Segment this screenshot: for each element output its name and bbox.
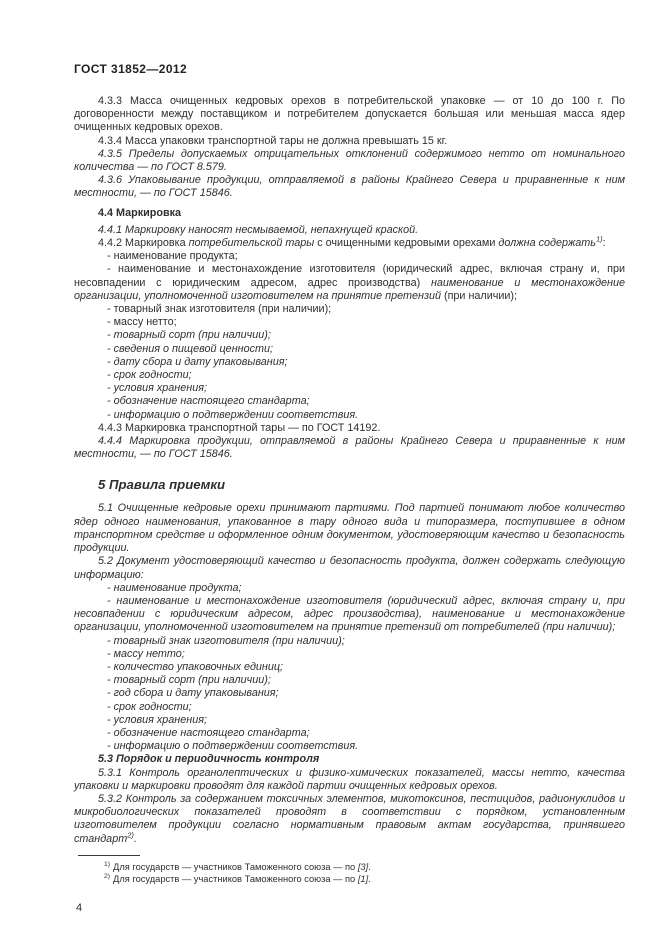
subsection-heading (74, 753, 625, 766)
footnote-reference: 1) (595, 234, 603, 244)
text-run: [3] (357, 861, 369, 872)
footnote (74, 861, 625, 874)
list-item (74, 303, 625, 316)
text-run: 4.4.1 Маркировку наносят несмываемой, непахнущей краской. (98, 223, 419, 236)
list-item (74, 382, 625, 395)
section-heading (74, 477, 625, 493)
page-number: 4 (76, 901, 83, 914)
list-item (74, 409, 625, 422)
list-item (74, 369, 625, 382)
text-run: . (368, 874, 371, 885)
text-run: - товарный сорт (при наличии); (107, 674, 271, 687)
text-run: 5.1 Очищенные кедровые орехи принимают партиями. Под партией понимают любое количество ядер одного наименования, упакованное в тару одного вида и типоразмера, поступившее в одном транспортном средстве и оформленное одним документом, удостоверяющим качество и безопасность продукции. (74, 502, 625, 555)
document-body (74, 95, 625, 846)
list-item (74, 740, 625, 753)
list-item (74, 250, 625, 263)
text-run: - наименование и местонахождение изготовителя (юридический адрес, включая страну и, при несовпадении с юридическим адресом, адрес производства), наименование и местонахождение организации, уполномоченной изготовителем на принятие претензий от потребителей (при наличии); (74, 594, 625, 634)
footnotes (74, 855, 625, 886)
text-run: 4.3.4 Масса упаковки транспортной тары не должна превышать 15 кг. (98, 134, 448, 147)
paragraph (74, 555, 625, 581)
standard-number-header: ГОСТ 31852—2012 (74, 62, 188, 76)
text-run: 4.4 Маркировка (98, 206, 182, 219)
list-item (74, 263, 625, 303)
footnote-rule (78, 855, 140, 856)
list-item (74, 595, 625, 635)
text-run: - товарный знак изготовителя (при наличии); (107, 634, 345, 647)
text-run: - товарный сорт (при наличии); (107, 329, 271, 342)
text-run: - наименование и местонахождение изготовителя (юридический адрес, включая страну и, при несовпадении с юридическим адресом, адрес производства) (74, 263, 625, 289)
text-run: Для государств — участников Таможенного союза — по (113, 874, 358, 885)
text-run: - наименование продукта; (107, 250, 238, 263)
text-run: 5.3.2 Контроль за содержанием токсичных элементов, микотоксинов, пестицидов, радионуклидов и микробиологических показателей проводят в соответствии с порядком, установленным изготовителем продукции согласно нормативным правовым актам государства, принявшего стандарт (74, 792, 625, 845)
text-run: - срок годности; (107, 369, 192, 382)
list-item (74, 635, 625, 648)
footnote-marker: 2) (104, 873, 111, 881)
text-run: [1] (357, 874, 369, 885)
paragraph (74, 502, 625, 555)
list-item (74, 727, 625, 740)
paragraph (74, 234, 625, 250)
footnote-marker: 1) (104, 860, 111, 868)
text-run: наименование и местонахождение организации, уполномоченной изготовителем на принятие претензий (74, 276, 625, 302)
text-run: - обозначение настоящего стандарта; (107, 395, 310, 408)
text-run: - массу нетто; (107, 647, 185, 660)
paragraph (74, 422, 625, 435)
text-run: - условия хранения; (107, 713, 207, 726)
paragraph (74, 767, 625, 793)
list-item (74, 661, 625, 674)
text-run: - товарный знак изготовителя (при наличии); (107, 303, 332, 316)
footnote-list (74, 861, 625, 886)
page-content (74, 62, 625, 914)
list-item (74, 714, 625, 727)
list-item (74, 356, 625, 369)
text-run: 4.4.4 Маркировка продукции, отправляемой в районы Крайнего Севера и приравненные к ним местности, — по ГОСТ 15846. (74, 435, 625, 461)
text-run: - дату сбора и дату упаковывания; (107, 355, 288, 368)
paragraph (74, 793, 625, 846)
text-run: - обозначение настоящего стандарта; (107, 726, 310, 739)
text-run: - информацию о подтверждении соответствия. (107, 740, 359, 753)
list-item (74, 329, 625, 342)
paragraph (74, 435, 625, 461)
footnote (74, 873, 625, 886)
text-run: 4.4.2 Маркировка (98, 237, 189, 250)
list-item (74, 395, 625, 408)
text-run: - количество упаковочных единиц; (107, 660, 284, 673)
text-run: потребительской тары (188, 237, 318, 250)
text-run: 4.3.3 Масса очищенных кедровых орехов в потребительской упаковке — от 10 до 100 г. По договоренности между поставщиком и потребителем допускается большая или меньшая масса ядер очищенных кедровых орехов. (74, 95, 625, 134)
text-run: - массу нетто; (107, 316, 177, 329)
text-run: Для государств — участников Таможенного союза — по (113, 861, 358, 872)
list-item (74, 648, 625, 661)
list-item (74, 343, 625, 356)
text-run: должна содержать (498, 237, 596, 250)
text-run: : (602, 237, 606, 250)
text-run: . (368, 861, 371, 872)
text-run: 4.3.6 Упаковывание продукции, отправляемой в районы Крайнего Севера и приравненные к ним местности, — по ГОСТ 15846. (74, 174, 625, 200)
text-run: 4.4.3 Маркировка транспортной тары — по ГОСТ 14192. (98, 421, 381, 434)
list-item (74, 582, 625, 595)
text-run: - срок годности; (107, 700, 192, 713)
text-run: - условия хранения; (107, 382, 207, 395)
paragraph (74, 224, 625, 237)
text-run: (при наличии); (443, 289, 518, 302)
text-run: - год сбора и дату упаковывания; (107, 687, 279, 700)
text-run: . (133, 832, 137, 845)
text-run: 5.3.1 Контроль органолептических и физико-химических показателей, массы нетто, качества упаковки и маркировки проводят для каждой партии очищенных кедровых орехов. (74, 766, 625, 792)
text-run: - информацию о подтверждении соответствия. (107, 408, 359, 421)
text-run: 5.2 Документ удостоверяющий качество и безопасность продукта, должен содержать следующую информацию: (74, 555, 625, 581)
list-item (74, 316, 625, 329)
list-item (74, 687, 625, 700)
footnote-reference: 2) (127, 829, 134, 839)
text-run: - сведения о пищевой ценности; (107, 342, 273, 355)
text-run: 4.3.5 Пределы допускаемых отрицательных отклонений содержимого нетто от номинального количества — по ГОСТ 8.579. (74, 147, 625, 174)
paragraph (74, 148, 625, 174)
paragraph (74, 95, 625, 135)
text-run: 5.3 Порядок и периодичность контроля (98, 753, 320, 766)
list-item (74, 674, 625, 687)
list-item (74, 701, 625, 714)
subsection-heading (74, 207, 625, 220)
text-run: - наименование продукта; (107, 581, 242, 594)
text-run: с очищенными кедровыми орехами (317, 237, 499, 250)
paragraph (74, 174, 625, 200)
paragraph (74, 135, 625, 148)
text-run: 5 Правила приемки (98, 477, 226, 493)
